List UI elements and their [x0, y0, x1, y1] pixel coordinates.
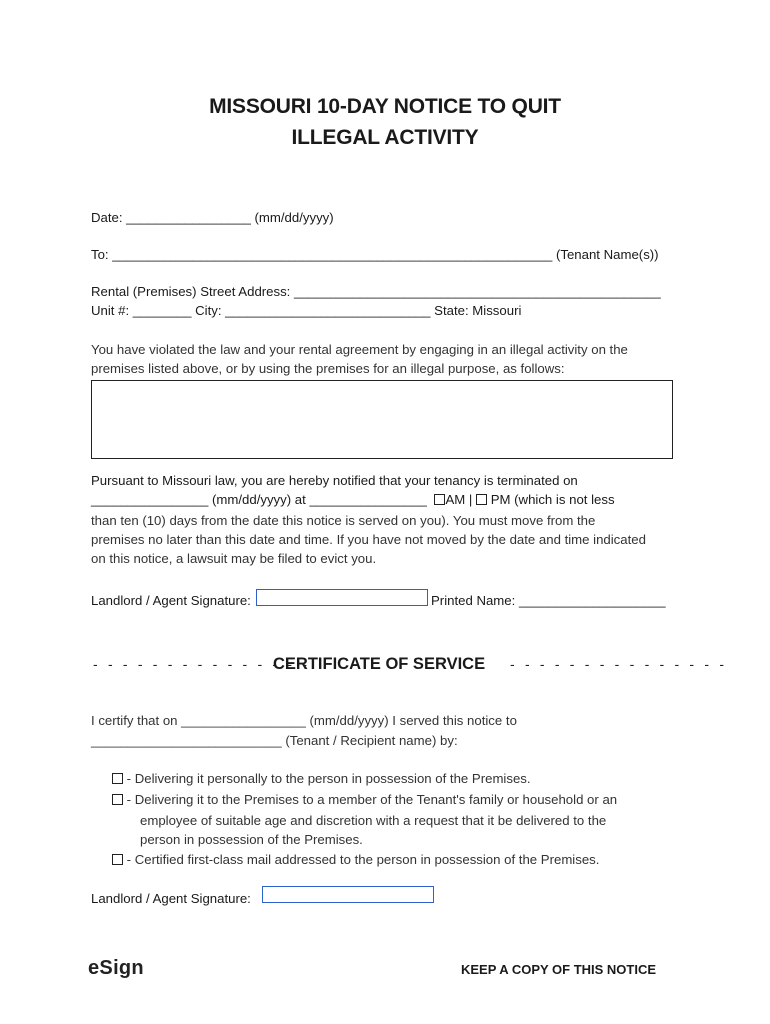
document-title-line1: MISSOURI 10-DAY NOTICE TO QUIT	[209, 95, 561, 118]
certificate-title: CERTIFICATE OF SERVICE	[273, 655, 486, 673]
option-label: - Delivering it personally to the person in possession of the Premises.	[126, 771, 531, 786]
option-continuation: employee of suitable age and discretion with a request that it be delivered to the	[140, 813, 607, 828]
pm-checkbox[interactable]	[476, 494, 487, 505]
certificate-signature-label: Landlord / Agent Signature:	[91, 891, 251, 906]
pm-label: PM (which is not less	[490, 492, 615, 507]
household-delivery-checkbox[interactable]	[112, 794, 123, 805]
termination-line4: premises no later than this date and time. If you have not moved by the date and time indicated	[91, 532, 646, 547]
unit-city-state-field[interactable]: Unit #: ________ City: ____________________________ State: Missouri	[91, 303, 522, 318]
am-label: AM |	[445, 492, 473, 507]
certificate-signature-field[interactable]	[262, 886, 434, 903]
violation-line: You have violated the law and your rental agreement by engaging in an illegal activity on the	[91, 342, 628, 357]
option-label: - Delivering it to the Premises to a member of the Tenant's family or household or an	[126, 792, 618, 807]
termination-line5: on this notice, a lawsuit may be filed to evict you.	[91, 551, 377, 566]
termination-datetime-blanks[interactable]: ________________ (mm/dd/yyyy) at ________________	[91, 492, 427, 507]
violation-line: premises listed above, or by using the premises for an illegal purpose, as follows:	[91, 361, 565, 376]
tenant-name-field[interactable]: To: ____________________________________________________________ (Tenant Name(s))	[91, 247, 659, 262]
termination-line2	[91, 490, 615, 509]
esign-logo: eSign	[88, 957, 144, 979]
illegal-activity-textbox[interactable]	[91, 380, 673, 459]
service-option-mail	[112, 852, 599, 867]
landlord-signature-field[interactable]	[256, 589, 428, 606]
date-field[interactable]: Date: _________________ (mm/dd/yyyy)	[91, 210, 334, 225]
divider-left: - - - - - - - - - - - - - - -	[93, 656, 311, 672]
certified-mail-checkbox[interactable]	[112, 854, 123, 865]
termination-line3: than ten (10) days from the date this notice is served on you). You must move from the	[91, 513, 596, 528]
keep-copy-note: KEEP A COPY OF THIS NOTICE	[461, 962, 657, 977]
service-option-personal	[112, 771, 531, 786]
personal-delivery-checkbox[interactable]	[112, 773, 123, 784]
am-checkbox[interactable]	[434, 494, 445, 505]
document-title-line2: ILLEGAL ACTIVITY	[291, 126, 479, 149]
termination-line1: Pursuant to Missouri law, you are hereby notified that your tenancy is terminated on	[91, 473, 578, 488]
divider-right: - - - - - - - - - - - - - - -	[510, 656, 728, 672]
violation-paragraph	[91, 340, 628, 378]
certify-line2[interactable]: __________________________ (Tenant / Recipient name) by:	[91, 733, 458, 748]
printed-name-field[interactable]: Printed Name: ____________________	[431, 593, 666, 608]
option-label: - Certified first-class mail addressed to the person in possession of the Premises.	[126, 852, 600, 867]
certify-line1[interactable]: I certify that on _________________ (mm/dd/yyyy) I served this notice to	[91, 713, 517, 728]
service-option-household	[112, 792, 617, 807]
street-address-field[interactable]: Rental (Premises) Street Address: __________________________________________________	[91, 284, 661, 299]
option-continuation: person in possession of the Premises.	[140, 832, 363, 847]
landlord-signature-label: Landlord / Agent Signature:	[91, 593, 251, 608]
